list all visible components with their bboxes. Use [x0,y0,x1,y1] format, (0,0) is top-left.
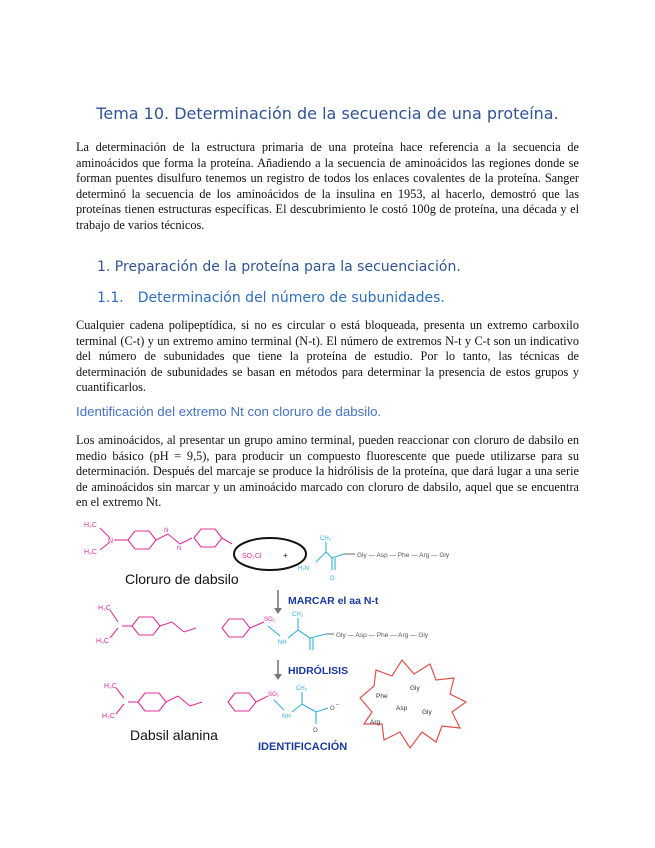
page-title: Tema 10. Determinación de la secuencia de una proteína. [96,104,559,123]
alanine-residue [316,542,344,570]
azo-nitrogen: N [164,528,169,534]
methyl-group: CH₃ [292,612,304,618]
sulfonyl-group: SO₂ [268,692,279,698]
peptide-chain: Gly — Asp — Phe — Arg — Gly [357,552,450,559]
sulfonyl-chloride: SO₂Cl [242,553,262,560]
step-label-hydrolysis: HIDRÓLISIS [288,665,349,677]
free-aa-gly-2: Gly [422,709,432,716]
product-label: Dabsil alanina [130,727,218,743]
dimethyl-group: H₃C [84,549,97,556]
plus-sign: + [283,551,288,560]
free-aa-arg: Arg [370,719,381,726]
step-label-mark: MARCAR el aa N-t [288,595,379,607]
dabsyl-paragraph: Los aminoácidos, al presentar un grupo amino terminal, pueden reaccionar con cloruro de dabsilo en medio básico (pH = 9,5), para producir un compuesto fluorescente que puede utilizarse para su determinación. Después del marcaje se produce la hidrólisis de la proteína, que dará lugar a una serie de aminoácidos sin marcar y un aminoácido marcado con cloruro de dabsilo, aquel que se encuentra en el extremo Nt. [76,433,579,510]
azo-nitrogen: N [177,546,182,552]
sulfonyl-group: SO₂ [264,617,275,623]
carbonyl-oxygen: O [330,576,335,582]
dabsyl-alanine-structure [116,688,268,714]
method-heading: Identificación del extremo Nt con cloruro de dabsilo. [76,404,382,419]
arrow-head [274,674,282,680]
peptide-chain: Gly — Asp — Phe — Arg — Gly [336,632,429,639]
subsection-title: Determinación del número de subunidades. [137,290,445,306]
labeled-peptide-structure [110,610,264,638]
dimethyl-group: H₃C [102,713,115,720]
dimethyl-group: H₃C [84,522,97,529]
dimethyl-group: H₃C [98,605,111,612]
labeled-alanine [268,618,326,650]
methyl-group: CH₃ [320,536,332,542]
amine-nitrogen: N [108,538,114,545]
carboxylate-charge: – [336,702,340,708]
arrow-head [274,608,282,614]
carbonyl-oxygen: O [313,728,318,734]
reagent-label: Cloruro de dabsilo [125,571,239,587]
dimethyl-group: H₃C [96,638,109,645]
free-aa-gly: Gly [410,685,420,692]
amide-nh: NH [282,714,291,720]
carboxylate-oxygen: O [330,706,335,712]
dabsyl-reaction-figure [70,518,590,758]
free-aa-asp: Asp [396,705,408,712]
amino-group: H₂N [298,566,309,572]
subunits-paragraph: Cualquier cadena polipeptídica, si no es circular o está bloqueada, presenta un extremo carboxilo terminal (C-t) y un extremo amino terminal (N-t). El número de extremos N-t y C-t son un indicativo del número de subunidades que tiene la proteína de estudio. Por lo tanto, las técnicas de determinación de subunidades se basan en métodos para determinar la presencia de estos grupos y cuantificarlos. [76,318,579,395]
methyl-group: CH₃ [296,686,308,692]
dimethyl-group: H₃C [104,683,117,690]
step-label-identification: IDENTIFICACIÓN [258,741,348,753]
subsection-heading [97,290,445,306]
subsection-number: 1.1. [97,290,124,306]
amide-nh: NH [278,640,287,646]
section-heading: 1. Preparación de la proteína para la secuenciación. [97,259,461,275]
free-amino-acids-burst [360,660,466,748]
intro-paragraph: La determinación de la estructura primaria de una proteína hace referencia a la secuencia de aminoácidos que forma la proteína. Añadiendo a la secuencia de aminoácidos las regiones donde se forman puentes disulfuro tenemos un registro de todos los enlaces covalentes de la proteína. Sanger determinó la secuencia de los aminoácidos de la insulina en 1953, al hacerlo, demostró que las proteínas tienen estructuras específicas. El descubrimiento le costó 100g de proteína, una década y el trabajo de varios técnicos. [76,140,579,232]
free-aa-phe: Phe [376,693,388,700]
